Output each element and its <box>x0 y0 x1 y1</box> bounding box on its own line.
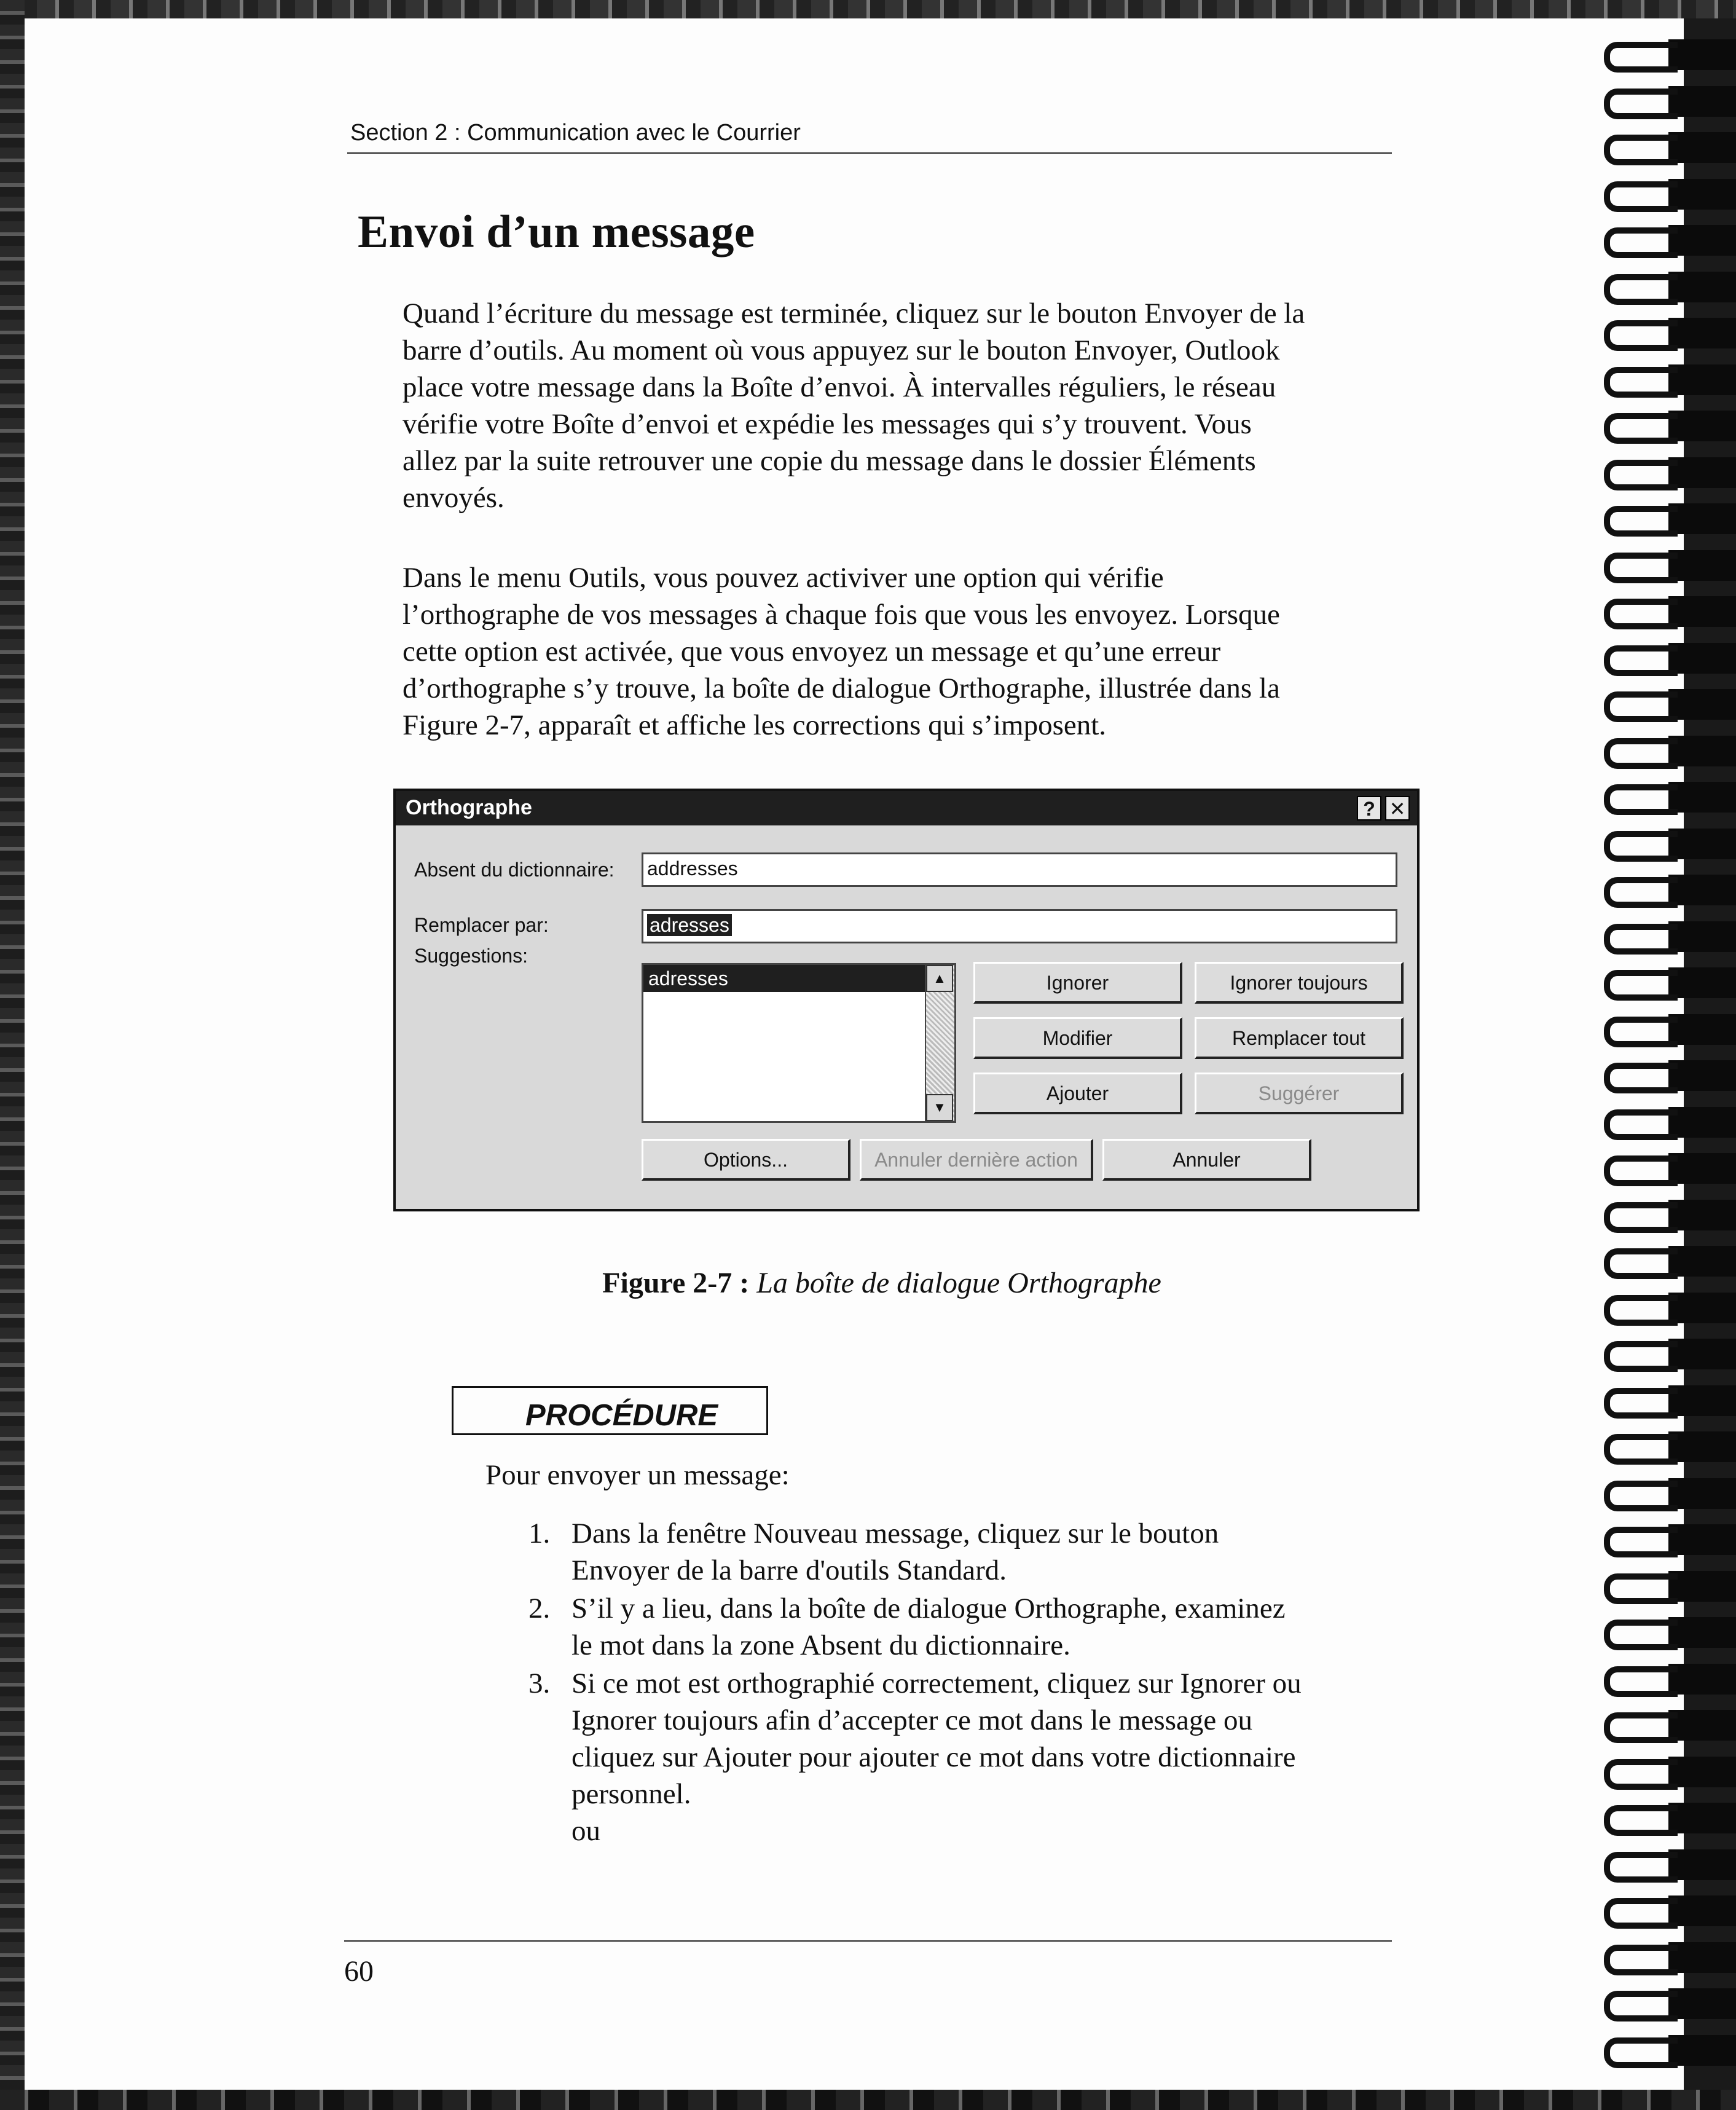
binding-ring <box>1598 640 1736 676</box>
options-button[interactable]: Options... <box>642 1139 850 1181</box>
footer-rule <box>344 1940 1392 1942</box>
paragraph-line: Quand l’écriture du message est terminée, cliquez sur le bouton Envoyer de la <box>403 297 1305 329</box>
binding-ring <box>1598 1197 1736 1233</box>
list-item <box>528 1665 1389 1849</box>
spelling-dialog <box>393 789 1420 1211</box>
binding-ring <box>1598 1151 1736 1186</box>
step-number: 1. <box>528 1518 551 1549</box>
ignore-all-button[interactable]: Ignorer toujours <box>1195 962 1404 1004</box>
paragraph-line: Figure 2-7, apparaît et affiche les corrections qui s’imposent. <box>403 709 1107 741</box>
binding-ring <box>1598 2033 1736 2068</box>
paragraph-line: l’orthographe de vos messages à chaque fois que vous les envoyez. Lorsque <box>403 599 1280 631</box>
procedure-intro: Pour envoyer un message: <box>485 1459 790 1491</box>
paragraph-1 <box>403 295 1386 516</box>
scan-left-edge <box>0 0 25 2110</box>
paragraph-line: envoyés. <box>403 482 505 514</box>
binding-ring <box>1598 315 1736 351</box>
binding-ring <box>1598 733 1736 769</box>
list-item <box>528 1590 1389 1664</box>
caption-text: La boîte de dialogue Orthographe <box>756 1267 1161 1299</box>
binding-ring <box>1598 687 1736 722</box>
page-title: Envoi d’un message <box>358 207 755 258</box>
binding-ring <box>1598 1058 1736 1093</box>
ignore-button[interactable]: Ignorer <box>973 962 1182 1004</box>
procedure-heading: PROCÉDURE <box>514 1398 729 1433</box>
paragraph-line: d’orthographe s’y trouve, la boîte de dialogue Orthographe, illustrée dans la <box>403 672 1280 704</box>
step-line: le mot dans la zone Absent du dictionnaire. <box>571 1629 1070 1661</box>
step-line: ou <box>571 1815 600 1847</box>
replace-input[interactable] <box>642 909 1397 943</box>
step-line: S’il y a lieu, dans la boîte de dialogue Orthographe, examinez <box>571 1592 1286 1624</box>
binding-ring <box>1598 1893 1736 1929</box>
paragraph-2 <box>403 559 1386 744</box>
binding-ring <box>1598 548 1736 583</box>
binding-ring <box>1598 269 1736 305</box>
binding-ring <box>1598 1429 1736 1465</box>
scan-top-edge <box>0 0 1736 18</box>
suggestions-label: Suggestions: <box>414 945 528 967</box>
binding-ring <box>1598 826 1736 862</box>
absent-field: addresses <box>642 852 1397 887</box>
procedure-steps <box>528 1515 1389 1851</box>
step-line: cliquez sur Ajouter pour ajouter ce mot dans votre dictionnaire <box>571 1741 1296 1773</box>
binding-ring <box>1598 455 1736 490</box>
replace-value: adresses <box>647 914 732 936</box>
binding-ring <box>1598 1336 1736 1372</box>
dialog-title: Orthographe <box>406 796 532 819</box>
scan-bottom-edge <box>0 2090 1736 2110</box>
paragraph-line: barre d’outils. Au moment où vous appuyez sur le bouton Envoyer, Outlook <box>403 334 1280 366</box>
modify-button[interactable]: Modifier <box>973 1017 1182 1059</box>
step-line: Dans la fenêtre Nouveau message, cliquez sur le bouton <box>571 1518 1219 1549</box>
paragraph-line: allez par la suite retrouver une copie du message dans le dossier Éléments <box>403 445 1256 477</box>
suggest-button[interactable]: Suggérer <box>1195 1073 1404 1114</box>
binding-ring <box>1598 965 1736 1001</box>
binding-ring <box>1598 779 1736 815</box>
binding-ring <box>1598 37 1736 73</box>
paragraph-line: vérifie votre Boîte d’envoi et expédie les messages qui s’y trouvent. Vous <box>403 408 1252 440</box>
replace-label: Remplacer par: <box>414 914 549 936</box>
step-number: 2. <box>528 1592 551 1624</box>
binding-ring <box>1598 130 1736 165</box>
step-line: Ignorer toujours afin d’accepter ce mot dans le message ou <box>571 1704 1252 1736</box>
binding-ring <box>1598 501 1736 537</box>
absent-label: Absent du dictionnaire: <box>414 859 615 881</box>
binding-ring <box>1598 1940 1736 1975</box>
binding-ring <box>1598 84 1736 119</box>
binding-ring <box>1598 1012 1736 1047</box>
step-line: personnel. <box>571 1778 691 1810</box>
page-number: 60 <box>344 1955 374 1988</box>
binding-ring <box>1598 1847 1736 1883</box>
figure-caption <box>0 1266 1736 1300</box>
caption-label: Figure 2-7 : <box>602 1267 750 1299</box>
binding-ring <box>1598 1800 1736 1836</box>
binding-ring <box>1598 1707 1736 1743</box>
step-line: Envoyer de la barre d'outils Standard. <box>571 1554 1007 1586</box>
suggestion-item[interactable]: adresses <box>643 965 926 992</box>
binding-ring <box>1598 176 1736 212</box>
binding-ring <box>1598 362 1736 398</box>
scroll-down-icon[interactable]: ▼ <box>926 1094 953 1121</box>
list-item <box>528 1515 1389 1589</box>
binding-ring <box>1598 1383 1736 1419</box>
paragraph-line: place votre message dans la Boîte d’envoi. À intervalles réguliers, le réseau <box>403 371 1276 403</box>
binding-ring <box>1598 919 1736 955</box>
binding-ring <box>1598 594 1736 629</box>
paragraph-line: cette option est activée, que vous envoyez un message et qu’une erreur <box>403 636 1221 667</box>
add-button[interactable]: Ajouter <box>973 1073 1182 1114</box>
binding-ring <box>1598 1754 1736 1790</box>
binding-ring <box>1598 1104 1736 1140</box>
binding-ring <box>1598 222 1736 258</box>
spiral-binding <box>1598 37 1736 2090</box>
close-icon[interactable]: ✕ <box>1385 796 1410 821</box>
binding-ring <box>1598 1986 1736 2021</box>
binding-ring <box>1598 1661 1736 1697</box>
header-rule <box>347 152 1392 154</box>
binding-ring <box>1598 1569 1736 1604</box>
step-number: 3. <box>528 1667 551 1699</box>
binding-ring <box>1598 872 1736 908</box>
binding-ring <box>1598 1476 1736 1511</box>
help-button[interactable]: ? <box>1357 796 1381 821</box>
scroll-up-icon[interactable]: ▲ <box>926 965 953 992</box>
binding-ring <box>1598 1522 1736 1557</box>
step-line: Si ce mot est orthographié correctement, cliquez sur Ignorer ou <box>571 1667 1302 1699</box>
binding-ring <box>1598 1615 1736 1650</box>
cancel-button[interactable]: Annuler <box>1102 1139 1311 1181</box>
suggestions-scrollbar[interactable] <box>925 965 954 1121</box>
dialog-titlebar <box>396 791 1417 825</box>
paragraph-line: Dans le menu Outils, vous pouvez activiver une option qui vérifie <box>403 562 1164 594</box>
binding-ring <box>1598 408 1736 444</box>
undo-last-button[interactable]: Annuler dernière action <box>860 1139 1093 1181</box>
running-head: Section 2 : Communication avec le Courrier <box>350 120 801 146</box>
suggestions-list[interactable] <box>642 963 956 1123</box>
replace-all-button[interactable]: Remplacer tout <box>1195 1017 1404 1059</box>
